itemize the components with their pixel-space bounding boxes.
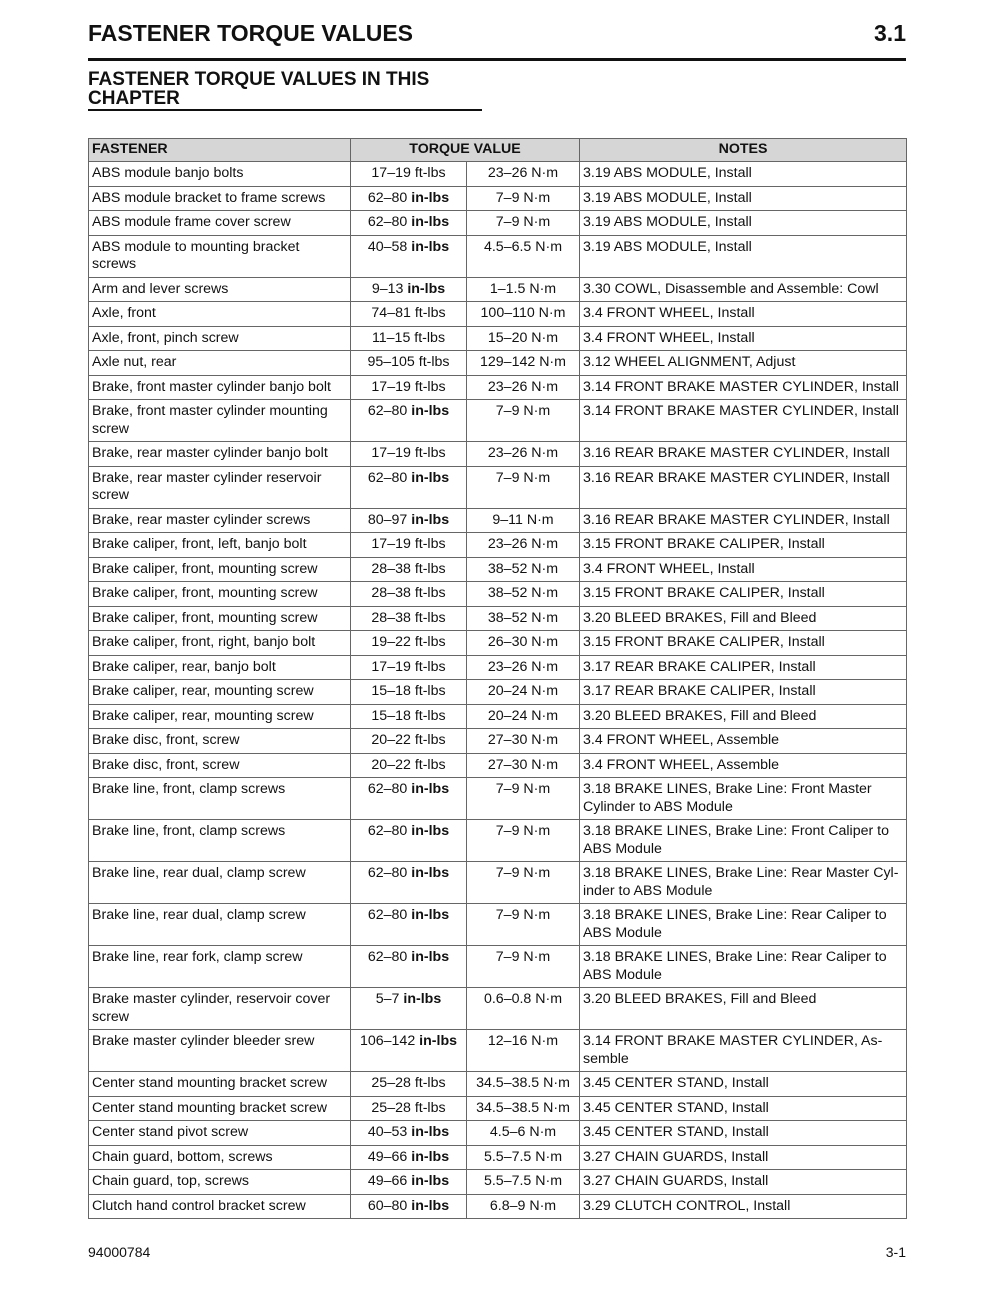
imperial-torque-value: 60–80: [367, 1197, 408, 1214]
notes-cell: 3.18 BRAKE LINES, Brake Line: Rear Master Cyl-inder to ABS Module: [580, 862, 907, 904]
imperial-torque-cell: [351, 533, 467, 558]
imperial-torque-value: 49–66: [367, 1148, 408, 1165]
metric-torque-cell: 27–30 N·m: [467, 729, 580, 754]
imperial-torque-cell: [351, 277, 467, 302]
table-row: [89, 351, 907, 376]
imperial-torque-cell: [351, 729, 467, 754]
imperial-torque-value: 5–7: [375, 991, 400, 1007]
fastener-cell: Brake line, rear fork, clamp screw: [89, 946, 351, 988]
imperial-torque-cell: [351, 655, 467, 680]
fastener-cell: Brake caliper, front, mounting screw: [89, 606, 351, 631]
imperial-torque-value: 40–58: [367, 238, 408, 255]
table-row: [89, 1170, 907, 1195]
imperial-torque-value: 17–19: [371, 378, 411, 395]
notes-cell: 3.16 REAR BRAKE MASTER CYLINDER, Install: [580, 508, 907, 533]
fastener-cell: Axle, front, pinch screw: [89, 326, 351, 351]
fastener-cell: ABS module banjo bolts: [89, 162, 351, 187]
metric-torque-cell: 7–9 N·m: [467, 466, 580, 508]
imperial-torque-value: 15–18: [371, 683, 411, 699]
imperial-torque-unit: in-lbs: [411, 823, 450, 839]
imperial-torque-value: 62–80: [367, 214, 408, 230]
imperial-torque-value: 80–97: [367, 511, 408, 528]
table-row: [89, 820, 907, 862]
section-heading-line2: CHAPTER: [88, 88, 180, 109]
notes-cell: 3.30 COWL, Disassemble and Assemble: Cowl: [580, 277, 907, 302]
imperial-torque-unit: ft-lbs: [414, 1075, 446, 1091]
imperial-torque-unit: in-lbs: [419, 1033, 458, 1049]
fastener-cell: Brake, front master cylinder mounting screw: [89, 400, 351, 442]
fastener-cell: Brake caliper, front, mounting screw: [89, 582, 351, 607]
document-number: 94000784: [88, 1244, 151, 1260]
imperial-torque-cell: [351, 1170, 467, 1195]
imperial-torque-cell: [351, 186, 467, 211]
imperial-torque-unit: ft-lbs: [414, 536, 446, 552]
fastener-cell: ABS module bracket to frame screws: [89, 186, 351, 211]
fastener-cell: ABS module to mounting bracket screws: [89, 235, 351, 277]
imperial-torque-cell: [351, 778, 467, 820]
table-row: [89, 211, 907, 236]
metric-torque-cell: 38–52 N·m: [467, 606, 580, 631]
table-row: [89, 302, 907, 327]
table-row: [89, 631, 907, 656]
notes-cell: 3.20 BLEED BRAKES, Fill and Bleed: [580, 606, 907, 631]
imperial-torque-cell: [351, 704, 467, 729]
table-row: [89, 533, 907, 558]
metric-torque-cell: 12–16 N·m: [467, 1030, 580, 1072]
metric-torque-cell: 7–9 N·m: [467, 946, 580, 988]
metric-torque-cell: 7–9 N·m: [467, 186, 580, 211]
fastener-cell: Center stand mounting bracket screw: [89, 1072, 351, 1097]
imperial-torque-unit: in-lbs: [407, 280, 446, 297]
imperial-torque-value: 28–38: [371, 609, 411, 626]
imperial-torque-cell: [351, 326, 467, 351]
imperial-torque-value: 15–18: [371, 707, 411, 724]
fastener-cell: Brake line, front, clamp screws: [89, 778, 351, 820]
fastener-cell: Brake, front master cylinder banjo bolt: [89, 375, 351, 400]
metric-torque-cell: 129–142 N·m: [467, 351, 580, 376]
imperial-torque-cell: [351, 946, 467, 988]
notes-cell: 3.29 CLUTCH CONTROL, Install: [580, 1194, 907, 1219]
metric-torque-cell: 100–110 N·m: [467, 302, 580, 327]
imperial-torque-value: 17–19: [371, 658, 411, 675]
fastener-cell: Arm and lever screws: [89, 277, 351, 302]
fastener-cell: Brake line, rear dual, clamp screw: [89, 904, 351, 946]
table-header-row: [89, 139, 907, 162]
metric-torque-cell: 23–26 N·m: [467, 655, 580, 680]
table-row: [89, 1121, 907, 1146]
notes-cell: 3.17 REAR BRAKE CALIPER, Install: [580, 655, 907, 680]
table-row: [89, 606, 907, 631]
metric-torque-cell: 7–9 N·m: [467, 400, 580, 442]
imperial-torque-value: 62–80: [367, 469, 408, 486]
fastener-cell: Center stand pivot screw: [89, 1121, 351, 1146]
table-row: [89, 1096, 907, 1121]
notes-cell: 3.27 CHAIN GUARDS, Install: [580, 1145, 907, 1170]
imperial-torque-unit: in-lbs: [411, 1148, 450, 1165]
notes-cell: 3.4 FRONT WHEEL, Install: [580, 557, 907, 582]
notes-cell: 3.15 FRONT BRAKE CALIPER, Install: [580, 631, 907, 656]
imperial-torque-unit: ft-lbs: [414, 658, 446, 675]
fastener-cell: Chain guard, top, screws: [89, 1170, 351, 1195]
imperial-torque-value: 25–28: [371, 1099, 411, 1116]
fastener-cell: Brake, rear master cylinder screws: [89, 508, 351, 533]
notes-cell: 3.15 FRONT BRAKE CALIPER, Install: [580, 582, 907, 607]
table-row: [89, 778, 907, 820]
table-row: [89, 729, 907, 754]
imperial-torque-value: 62–80: [367, 189, 408, 206]
notes-cell: 3.45 CENTER STAND, Install: [580, 1096, 907, 1121]
fastener-cell: Brake master cylinder bleeder srew: [89, 1030, 351, 1072]
metric-torque-cell: 23–26 N·m: [467, 533, 580, 558]
imperial-torque-cell: [351, 211, 467, 236]
imperial-torque-unit: ft-lbs: [414, 732, 446, 748]
fastener-cell: Brake master cylinder, reservoir cover screw: [89, 988, 351, 1030]
fastener-cell: Brake caliper, front, mounting screw: [89, 557, 351, 582]
imperial-torque-cell: [351, 375, 467, 400]
table-row: [89, 1145, 907, 1170]
imperial-torque-unit: ft-lbs: [414, 585, 446, 601]
imperial-torque-cell: [351, 631, 467, 656]
notes-cell: 3.4 FRONT WHEEL, Assemble: [580, 729, 907, 754]
fastener-cell: ABS module frame cover screw: [89, 211, 351, 236]
imperial-torque-unit: in-lbs: [411, 238, 450, 255]
imperial-torque-value: 17–19: [371, 445, 411, 461]
fastener-cell: Center stand mounting bracket screw: [89, 1096, 351, 1121]
imperial-torque-value: 106–142: [359, 1033, 416, 1049]
metric-torque-cell: 34.5–38.5 N·m: [467, 1072, 580, 1097]
metric-torque-cell: 38–52 N·m: [467, 582, 580, 607]
table-row: [89, 655, 907, 680]
section-heading: [88, 70, 482, 111]
metric-torque-cell: 7–9 N·m: [467, 862, 580, 904]
table-row: [89, 753, 907, 778]
imperial-torque-value: 17–19: [371, 165, 411, 181]
imperial-torque-unit: in-lbs: [403, 991, 442, 1007]
metric-torque-cell: 34.5–38.5 N·m: [467, 1096, 580, 1121]
imperial-torque-value: 62–80: [367, 907, 408, 923]
imperial-torque-cell: [351, 1121, 467, 1146]
metric-torque-cell: 1–1.5 N·m: [467, 277, 580, 302]
imperial-torque-unit: ft-lbs: [414, 445, 446, 461]
imperial-torque-cell: [351, 302, 467, 327]
imperial-torque-unit: in-lbs: [411, 469, 450, 486]
notes-cell: 3.45 CENTER STAND, Install: [580, 1072, 907, 1097]
page-number: 3-1: [885, 1244, 906, 1260]
column-header-torque: TORQUE VALUE: [351, 139, 580, 162]
imperial-torque-unit: ft-lbs: [414, 165, 446, 181]
imperial-torque-unit: ft-lbs: [414, 756, 446, 773]
fastener-cell: Chain guard, bottom, screws: [89, 1145, 351, 1170]
fastener-cell: Brake caliper, rear, mounting screw: [89, 680, 351, 705]
notes-cell: 3.18 BRAKE LINES, Brake Line: Front Master Cylinder to ABS Module: [580, 778, 907, 820]
imperial-torque-unit: in-lbs: [411, 1124, 450, 1140]
imperial-torque-unit: ft-lbs: [414, 683, 446, 699]
imperial-torque-value: 9–13: [371, 280, 404, 297]
section-number: 3.1: [874, 20, 906, 46]
page-title: FASTENER TORQUE VALUES: [88, 20, 414, 46]
table-row: [89, 162, 907, 187]
imperial-torque-value: 20–22: [371, 732, 411, 748]
imperial-torque-unit: in-lbs: [411, 949, 450, 965]
imperial-torque-unit: in-lbs: [411, 189, 450, 206]
notes-cell: 3.14 FRONT BRAKE MASTER CYLINDER, Install: [580, 400, 907, 442]
fastener-cell: Axle nut, rear: [89, 351, 351, 376]
metric-torque-cell: 23–26 N·m: [467, 162, 580, 187]
notes-cell: 3.16 REAR BRAKE MASTER CYLINDER, Install: [580, 442, 907, 467]
table-row: [89, 704, 907, 729]
imperial-torque-cell: [351, 400, 467, 442]
imperial-torque-cell: [351, 235, 467, 277]
imperial-torque-cell: [351, 508, 467, 533]
metric-torque-cell: 7–9 N·m: [467, 211, 580, 236]
imperial-torque-unit: ft-lbs: [414, 707, 446, 724]
table-row: [89, 1030, 907, 1072]
notes-cell: 3.12 WHEEL ALIGNMENT, Adjust: [580, 351, 907, 376]
table-row: [89, 326, 907, 351]
imperial-torque-unit: ft-lbs: [414, 609, 446, 626]
metric-torque-cell: 26–30 N·m: [467, 631, 580, 656]
table-row: [89, 186, 907, 211]
imperial-torque-value: 11–15: [371, 329, 411, 346]
imperial-torque-value: 17–19: [371, 536, 411, 552]
imperial-torque-cell: [351, 820, 467, 862]
imperial-torque-value: 62–80: [367, 949, 408, 965]
metric-torque-cell: 5.5–7.5 N·m: [467, 1145, 580, 1170]
imperial-torque-cell: [351, 1096, 467, 1121]
notes-cell: 3.19 ABS MODULE, Install: [580, 186, 907, 211]
imperial-torque-value: 95–105: [367, 354, 415, 370]
imperial-torque-unit: in-lbs: [411, 214, 450, 230]
metric-torque-cell: 9–11 N·m: [467, 508, 580, 533]
table-row: [89, 946, 907, 988]
imperial-torque-value: 62–80: [367, 781, 408, 797]
notes-cell: 3.14 FRONT BRAKE MASTER CYLINDER, As-semble: [580, 1030, 907, 1072]
imperial-torque-cell: [351, 904, 467, 946]
imperial-torque-unit: in-lbs: [411, 1173, 450, 1189]
metric-torque-cell: 27–30 N·m: [467, 753, 580, 778]
imperial-torque-unit: in-lbs: [411, 511, 450, 528]
imperial-torque-cell: [351, 606, 467, 631]
notes-cell: 3.18 BRAKE LINES, Brake Line: Rear Caliper to ABS Module: [580, 904, 907, 946]
imperial-torque-unit: ft-lbs: [414, 1099, 446, 1116]
table-row: [89, 557, 907, 582]
fastener-cell: Brake caliper, rear, mounting screw: [89, 704, 351, 729]
table-row: [89, 466, 907, 508]
notes-cell: 3.4 FRONT WHEEL, Assemble: [580, 753, 907, 778]
table-row: [89, 508, 907, 533]
imperial-torque-value: 28–38: [371, 585, 411, 601]
fastener-cell: Brake disc, front, screw: [89, 729, 351, 754]
metric-torque-cell: 7–9 N·m: [467, 820, 580, 862]
metric-torque-cell: 20–24 N·m: [467, 680, 580, 705]
fastener-cell: Brake disc, front, screw: [89, 753, 351, 778]
fastener-cell: Brake line, front, clamp screws: [89, 820, 351, 862]
metric-torque-cell: 38–52 N·m: [467, 557, 580, 582]
table-row: [89, 1194, 907, 1219]
section-heading-line1: FASTENER TORQUE VALUES IN THIS: [88, 69, 430, 90]
imperial-torque-unit: in-lbs: [411, 865, 450, 881]
metric-torque-cell: 6.8–9 N·m: [467, 1194, 580, 1219]
notes-cell: 3.19 ABS MODULE, Install: [580, 211, 907, 236]
notes-cell: 3.45 CENTER STAND, Install: [580, 1121, 907, 1146]
table-row: [89, 442, 907, 467]
imperial-torque-cell: [351, 162, 467, 187]
imperial-torque-value: 62–80: [367, 823, 408, 839]
imperial-torque-cell: [351, 582, 467, 607]
notes-cell: 3.18 BRAKE LINES, Brake Line: Rear Caliper to ABS Module: [580, 946, 907, 988]
notes-cell: 3.19 ABS MODULE, Install: [580, 235, 907, 277]
torque-table: [88, 138, 907, 1219]
notes-cell: 3.4 FRONT WHEEL, Install: [580, 326, 907, 351]
page-header: [88, 18, 906, 61]
table-row: [89, 904, 907, 946]
notes-cell: 3.20 BLEED BRAKES, Fill and Bleed: [580, 704, 907, 729]
imperial-torque-cell: [351, 1072, 467, 1097]
metric-torque-cell: 4.5–6.5 N·m: [467, 235, 580, 277]
fastener-cell: Brake, rear master cylinder banjo bolt: [89, 442, 351, 467]
notes-cell: 3.4 FRONT WHEEL, Install: [580, 302, 907, 327]
imperial-torque-unit: ft-lbs: [414, 329, 446, 346]
imperial-torque-value: 62–80: [367, 865, 408, 881]
metric-torque-cell: 4.5–6 N·m: [467, 1121, 580, 1146]
table-row: [89, 400, 907, 442]
imperial-torque-cell: [351, 351, 467, 376]
imperial-torque-value: 28–38: [371, 560, 411, 577]
fastener-cell: Brake line, rear dual, clamp screw: [89, 862, 351, 904]
imperial-torque-unit: in-lbs: [411, 781, 450, 797]
fastener-cell: Brake caliper, front, left, banjo bolt: [89, 533, 351, 558]
imperial-torque-value: 74–81: [371, 305, 411, 321]
table-row: [89, 375, 907, 400]
metric-torque-cell: 0.6–0.8 N·m: [467, 988, 580, 1030]
imperial-torque-unit: ft-lbs: [414, 305, 446, 321]
imperial-torque-unit: in-lbs: [411, 1197, 450, 1214]
imperial-torque-value: 25–28: [371, 1075, 411, 1091]
metric-torque-cell: 23–26 N·m: [467, 375, 580, 400]
imperial-torque-value: 19–22: [371, 634, 411, 650]
metric-torque-cell: 15–20 N·m: [467, 326, 580, 351]
notes-cell: 3.18 BRAKE LINES, Brake Line: Front Caliper to ABS Module: [580, 820, 907, 862]
table-row: [89, 862, 907, 904]
imperial-torque-unit: ft-lbs: [414, 378, 446, 395]
imperial-torque-value: 40–53: [367, 1124, 408, 1140]
notes-cell: 3.15 FRONT BRAKE CALIPER, Install: [580, 533, 907, 558]
imperial-torque-value: 62–80: [367, 403, 408, 419]
table-row: [89, 277, 907, 302]
column-header-notes: NOTES: [580, 139, 907, 162]
table-body: [89, 162, 907, 1219]
imperial-torque-value: 49–66: [367, 1173, 408, 1189]
fastener-cell: Axle, front: [89, 302, 351, 327]
imperial-torque-cell: [351, 862, 467, 904]
imperial-torque-cell: [351, 988, 467, 1030]
imperial-torque-value: 20–22: [371, 756, 411, 773]
imperial-torque-cell: [351, 753, 467, 778]
imperial-torque-unit: in-lbs: [411, 907, 450, 923]
table-row: [89, 988, 907, 1030]
imperial-torque-unit: ft-lbs: [418, 354, 450, 370]
imperial-torque-cell: [351, 1145, 467, 1170]
notes-cell: 3.19 ABS MODULE, Install: [580, 162, 907, 187]
imperial-torque-cell: [351, 557, 467, 582]
metric-torque-cell: 7–9 N·m: [467, 778, 580, 820]
fastener-cell: Brake, rear master cylinder reservoir screw: [89, 466, 351, 508]
metric-torque-cell: 20–24 N·m: [467, 704, 580, 729]
table-row: [89, 680, 907, 705]
notes-cell: 3.16 REAR BRAKE MASTER CYLINDER, Install: [580, 466, 907, 508]
metric-torque-cell: 5.5–7.5 N·m: [467, 1170, 580, 1195]
imperial-torque-cell: [351, 680, 467, 705]
table-row: [89, 1072, 907, 1097]
imperial-torque-cell: [351, 1194, 467, 1219]
notes-cell: 3.17 REAR BRAKE CALIPER, Install: [580, 680, 907, 705]
table-row: [89, 235, 907, 277]
imperial-torque-cell: [351, 466, 467, 508]
notes-cell: 3.27 CHAIN GUARDS, Install: [580, 1170, 907, 1195]
imperial-torque-unit: in-lbs: [411, 403, 450, 419]
metric-torque-cell: 7–9 N·m: [467, 904, 580, 946]
notes-cell: 3.14 FRONT BRAKE MASTER CYLINDER, Install: [580, 375, 907, 400]
imperial-torque-cell: [351, 442, 467, 467]
column-header-fastener: FASTENER: [89, 139, 351, 162]
imperial-torque-unit: ft-lbs: [414, 560, 446, 577]
metric-torque-cell: 23–26 N·m: [467, 442, 580, 467]
fastener-cell: Brake caliper, front, right, banjo bolt: [89, 631, 351, 656]
fastener-cell: Clutch hand control bracket screw: [89, 1194, 351, 1219]
notes-cell: 3.20 BLEED BRAKES, Fill and Bleed: [580, 988, 907, 1030]
fastener-cell: Brake caliper, rear, banjo bolt: [89, 655, 351, 680]
imperial-torque-cell: [351, 1030, 467, 1072]
table-row: [89, 582, 907, 607]
imperial-torque-unit: ft-lbs: [414, 634, 446, 650]
